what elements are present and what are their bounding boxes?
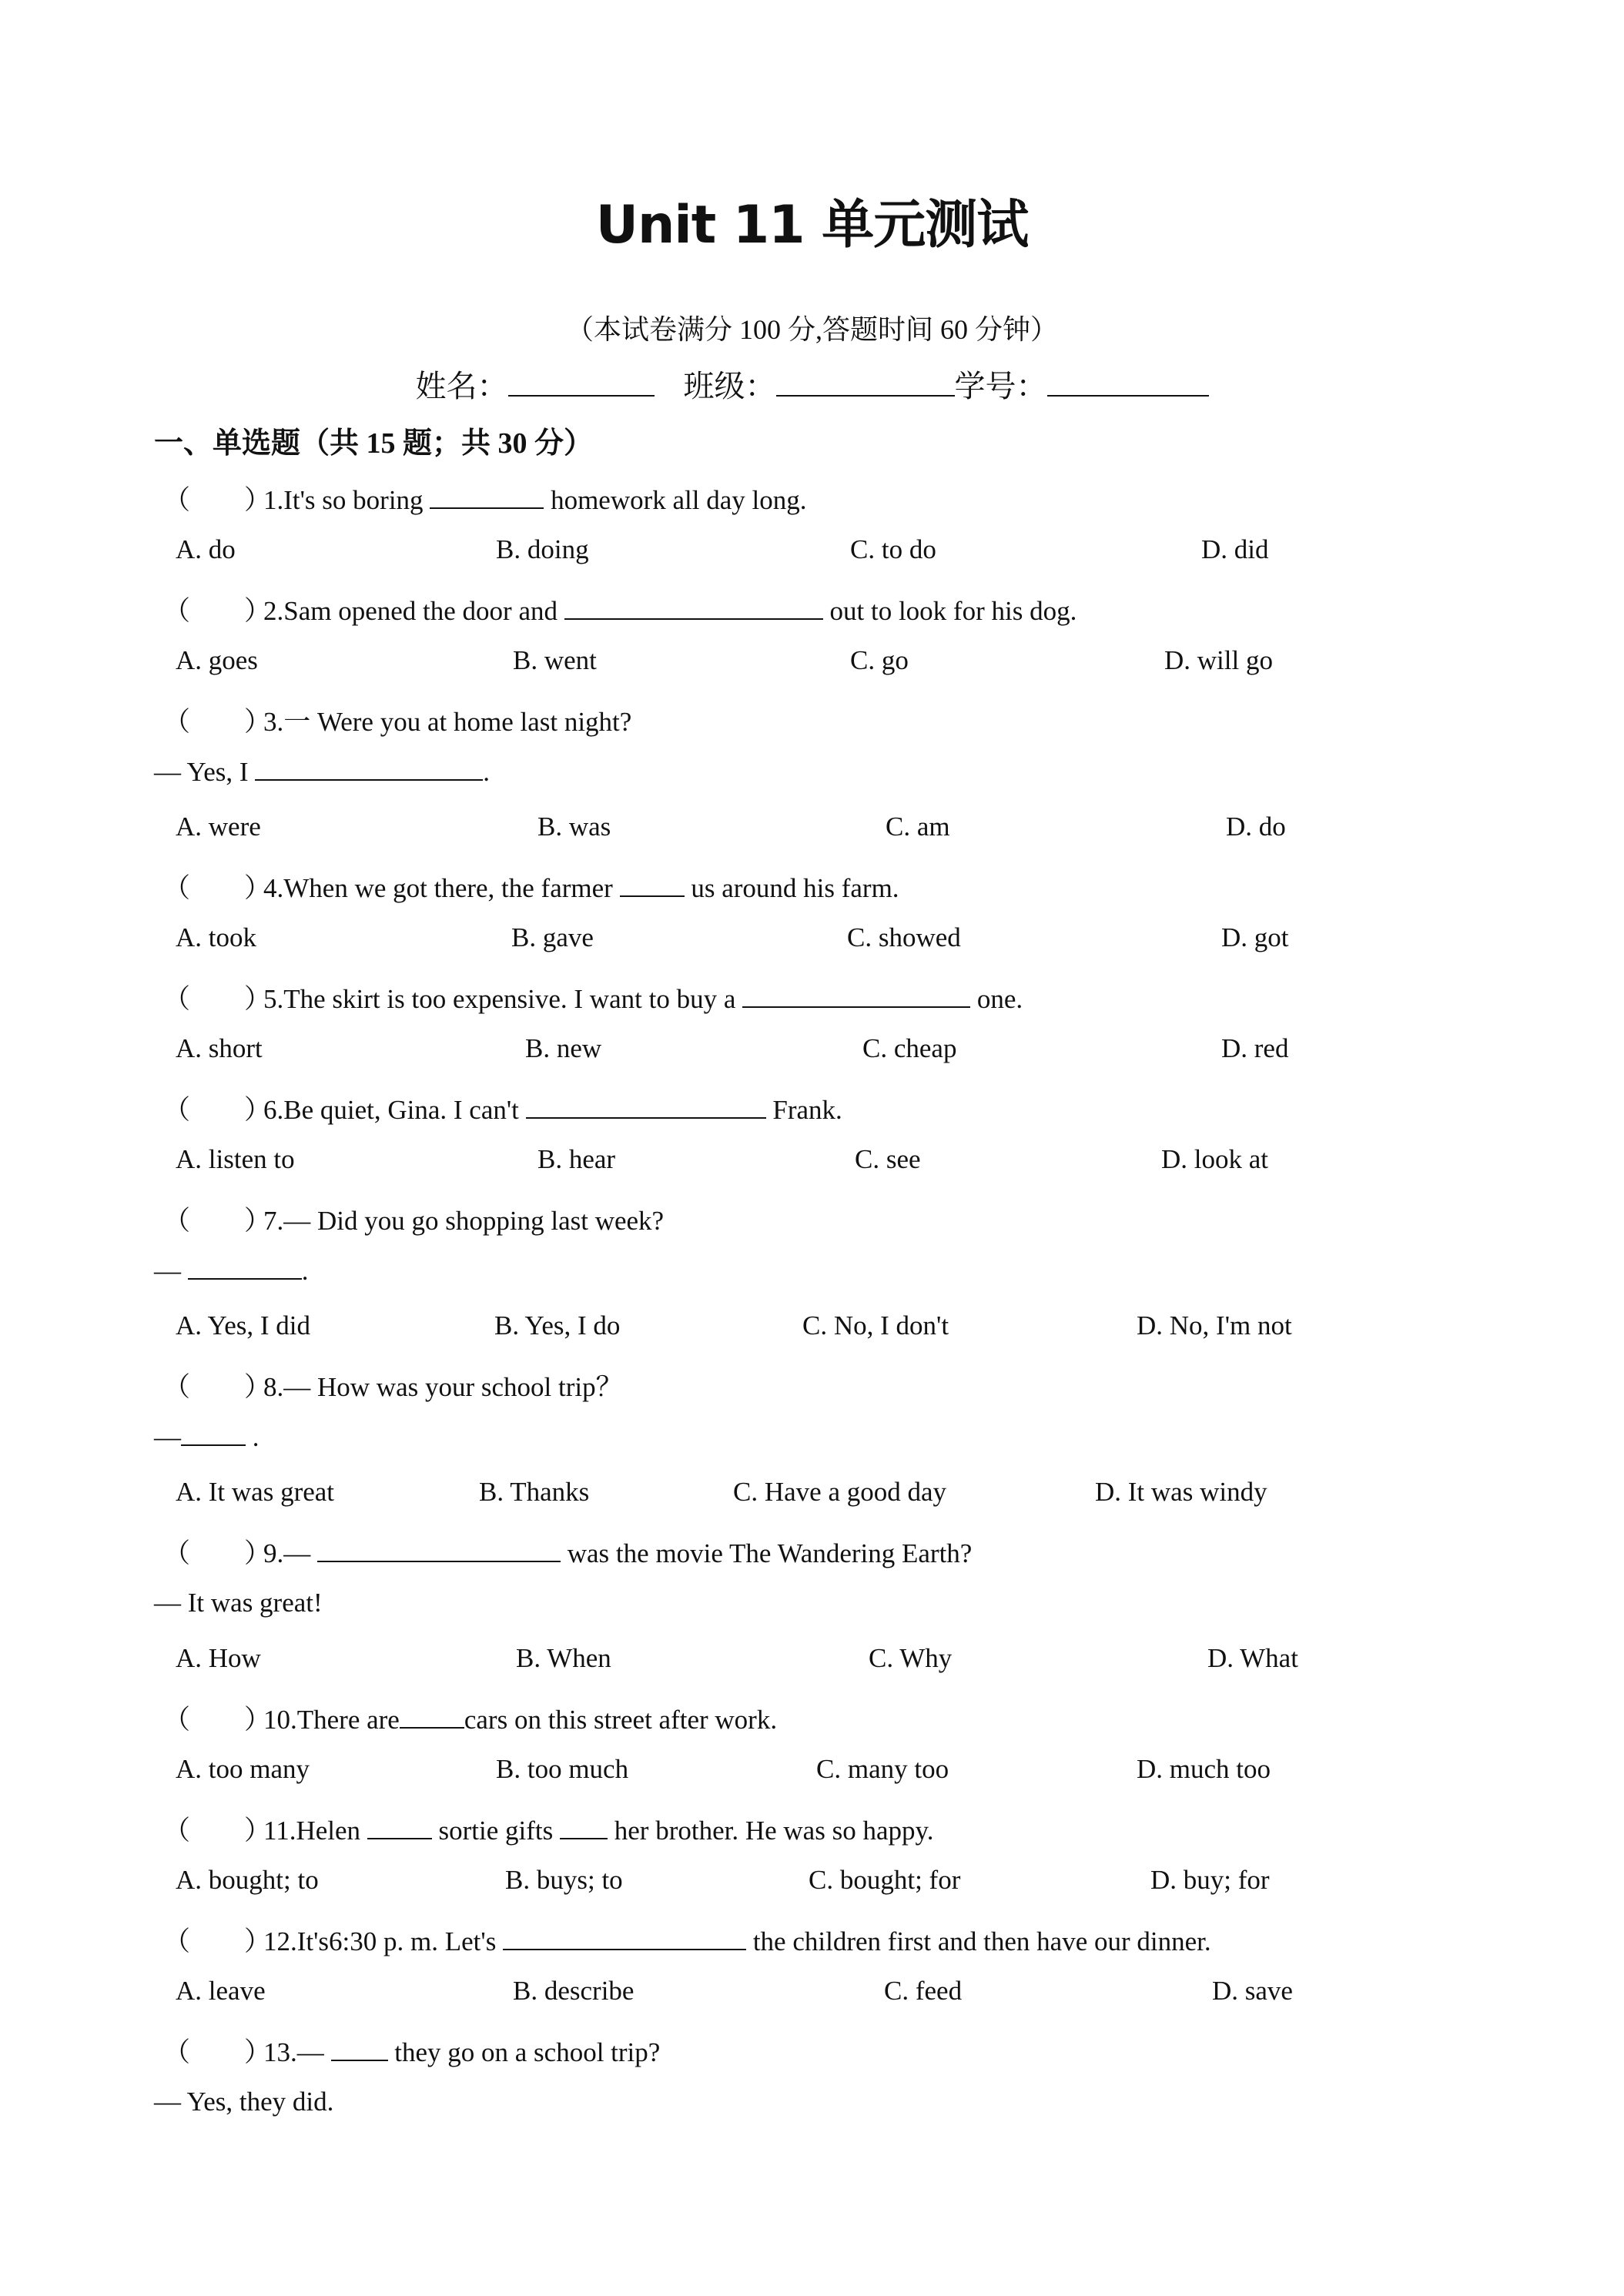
option-c[interactable]: C. showed (847, 922, 961, 952)
answer-paren[interactable]: （ ） (163, 984, 272, 1014)
option-a[interactable]: A. were (176, 812, 261, 842)
question-stem: （ ）9.— was the movie The Wandering Earth? (163, 1532, 972, 1571)
option-b[interactable]: B. hear (537, 1144, 616, 1174)
number-label: 学号： (954, 369, 1047, 403)
answer-blank (560, 1815, 608, 1839)
answer-blank (400, 1704, 464, 1729)
option-c[interactable]: C. No, I don't (802, 1310, 949, 1340)
answer-blank (367, 1815, 432, 1839)
question-11-options (0, 1865, 1624, 1908)
option-a[interactable]: A. listen to (176, 1144, 295, 1174)
name-blank[interactable] (508, 366, 655, 397)
option-c[interactable]: C. bought; for (809, 1865, 961, 1895)
answer-blank (317, 1538, 561, 1562)
question-1 (0, 479, 1624, 522)
answer-paren[interactable]: （ ） (163, 1206, 272, 1236)
class-blank[interactable] (776, 366, 955, 397)
question-9-reply: — It was great! (154, 1588, 323, 1618)
answer-paren[interactable]: （ ） (163, 2037, 272, 2067)
answer-blank (255, 756, 483, 781)
answer-blank (331, 2037, 388, 2061)
answer-blank (430, 484, 544, 509)
answer-paren[interactable]: （ ） (163, 485, 272, 515)
answer-paren[interactable]: （ ） (163, 1372, 272, 1402)
option-b[interactable]: B. Thanks (479, 1477, 590, 1507)
answer-blank (526, 1094, 766, 1119)
option-d[interactable]: D. It was windy (1095, 1477, 1267, 1507)
option-a[interactable]: A. too many (176, 1754, 310, 1784)
option-a[interactable]: A. do (176, 534, 236, 564)
answer-blank (188, 1255, 302, 1280)
answer-paren[interactable]: （ ） (163, 1705, 272, 1735)
option-d[interactable]: D. save (1212, 1976, 1293, 2006)
option-b[interactable]: B. was (537, 812, 611, 842)
question-stem: （ ）2.Sam opened the door and out to look for his dog. (163, 590, 1077, 628)
question-stem: （ ）5.The skirt is too expensive. I want to buy a one. (163, 978, 1023, 1016)
answer-paren[interactable]: （ ） (163, 596, 272, 626)
option-a[interactable]: A. Yes, I did (176, 1310, 311, 1340)
question-5 (0, 978, 1624, 1021)
question-stem: （ ）1.It's so boring homework all day long. (163, 479, 807, 517)
option-b[interactable]: B. new (525, 1033, 602, 1063)
option-a[interactable]: A. took (176, 922, 256, 952)
option-c[interactable]: C. cheap (862, 1033, 957, 1063)
answer-blank (564, 595, 823, 620)
option-b[interactable]: B. went (513, 645, 597, 675)
option-d[interactable]: D. No, I'm not (1137, 1310, 1292, 1340)
question-1-options (0, 534, 1624, 577)
question-2-options (0, 645, 1624, 688)
option-b[interactable]: B. gave (511, 922, 594, 952)
option-d[interactable]: D. What (1207, 1643, 1298, 1673)
option-b[interactable]: B. doing (496, 534, 589, 564)
option-b[interactable]: B. too much (496, 1754, 629, 1784)
option-a[interactable]: A. leave (176, 1976, 266, 2006)
option-c[interactable]: C. see (855, 1144, 921, 1174)
question-9-options (0, 1643, 1624, 1686)
answer-blank (620, 872, 685, 897)
question-4-options (0, 922, 1624, 966)
option-c[interactable]: C. feed (884, 1976, 963, 2006)
section-heading: 一、单选题（共 15 题；共 30 分） (154, 427, 594, 460)
question-8-options (0, 1477, 1624, 1520)
question-stem: （ ）10.There are cars on this street after work. (163, 1699, 777, 1737)
class-label: 班级： (683, 369, 776, 403)
option-c[interactable]: C. Have a good day (733, 1477, 947, 1507)
answer-blank (181, 1421, 246, 1446)
option-d[interactable]: D. did (1201, 534, 1269, 564)
question-stem: （ ）6.Be quiet, Gina. I can't Frank. (163, 1089, 842, 1127)
answer-paren[interactable]: （ ） (163, 1095, 272, 1125)
question-stem: （ ）12.It's6:30 p. m. Let's the children first and then have our dinner. (163, 1920, 1211, 1959)
question-stem: （ ）8.— How was your school trip？ (163, 1366, 623, 1404)
question-10 (0, 1699, 1624, 1742)
option-b[interactable]: B. describe (513, 1976, 635, 2006)
answer-paren[interactable]: （ ） (163, 1926, 272, 1956)
option-a[interactable]: A. goes (176, 645, 258, 675)
option-b[interactable]: B. Yes, I do (494, 1310, 621, 1340)
question-7-options (0, 1310, 1624, 1354)
answer-blank (503, 1926, 746, 1950)
question-9 (0, 1532, 1624, 1575)
answer-paren[interactable]: （ ） (163, 1538, 272, 1568)
option-d[interactable]: D. will go (1164, 645, 1273, 675)
number-blank[interactable] (1047, 366, 1209, 397)
question-stem: （ ）13.— they go on a school trip? (163, 2031, 660, 2070)
option-d[interactable]: D. do (1226, 812, 1286, 842)
question-3-reply: — Yes, I . (154, 757, 491, 787)
option-c[interactable]: C. many too (816, 1754, 949, 1784)
option-d[interactable]: D. look at (1161, 1144, 1269, 1174)
question-8-reply: — . (154, 1422, 260, 1452)
page-title: Unit 11 单元测试 (595, 195, 1029, 256)
question-6 (0, 1089, 1624, 1132)
option-c[interactable]: C. to do (850, 534, 936, 564)
question-12 (0, 1920, 1624, 1963)
option-b[interactable]: B. When (516, 1643, 611, 1673)
question-5-options (0, 1033, 1624, 1076)
option-a[interactable]: A. bought; to (176, 1865, 319, 1895)
option-c[interactable]: C. go (850, 645, 909, 675)
question-stem: （ ）11.Helen sortie gifts her brother. He was so happy. (163, 1809, 933, 1848)
option-d[interactable]: D. got (1221, 922, 1289, 952)
question-7-reply: — . (154, 1256, 309, 1286)
question-10-options (0, 1754, 1624, 1797)
option-a[interactable]: A. short (176, 1033, 263, 1063)
question-3-options (0, 812, 1624, 855)
question-2 (0, 590, 1624, 633)
question-stem: （ ）4.When we got there, the farmer us around his farm. (163, 867, 899, 905)
question-stem: （ ）7.— Did you go shopping last week? (163, 1200, 664, 1238)
option-d[interactable]: D. buy; for (1150, 1865, 1270, 1895)
answer-paren[interactable]: （ ） (163, 707, 272, 737)
question-stem: （ ）3.一 Were you at home last night? (163, 701, 631, 739)
question-7 (0, 1200, 1624, 1243)
option-a[interactable]: A. How (176, 1643, 261, 1673)
option-c[interactable]: C. Why (869, 1643, 953, 1673)
question-13 (0, 2031, 1624, 2074)
answer-paren[interactable]: （ ） (163, 873, 272, 903)
option-b[interactable]: B. buys; to (505, 1865, 623, 1895)
question-11 (0, 1809, 1624, 1853)
answer-blank (742, 983, 970, 1008)
option-c[interactable]: C. am (886, 812, 950, 842)
question-13-reply: — Yes, they did. (154, 2087, 334, 2117)
option-d[interactable]: D. red (1221, 1033, 1289, 1063)
question-12-options (0, 1976, 1624, 2019)
student-info-row (0, 362, 1624, 406)
question-6-options (0, 1144, 1624, 1187)
option-a[interactable]: A. It was great (176, 1477, 335, 1507)
exam-subtitle: （本试卷满分 100 分,答题时间 60 分钟） (565, 314, 1058, 345)
question-3 (0, 701, 1624, 744)
question-4 (0, 867, 1624, 910)
answer-paren[interactable]: （ ） (163, 1816, 272, 1846)
question-8 (0, 1366, 1624, 1409)
name-label: 姓名： (415, 369, 508, 403)
option-d[interactable]: D. much too (1137, 1754, 1271, 1784)
